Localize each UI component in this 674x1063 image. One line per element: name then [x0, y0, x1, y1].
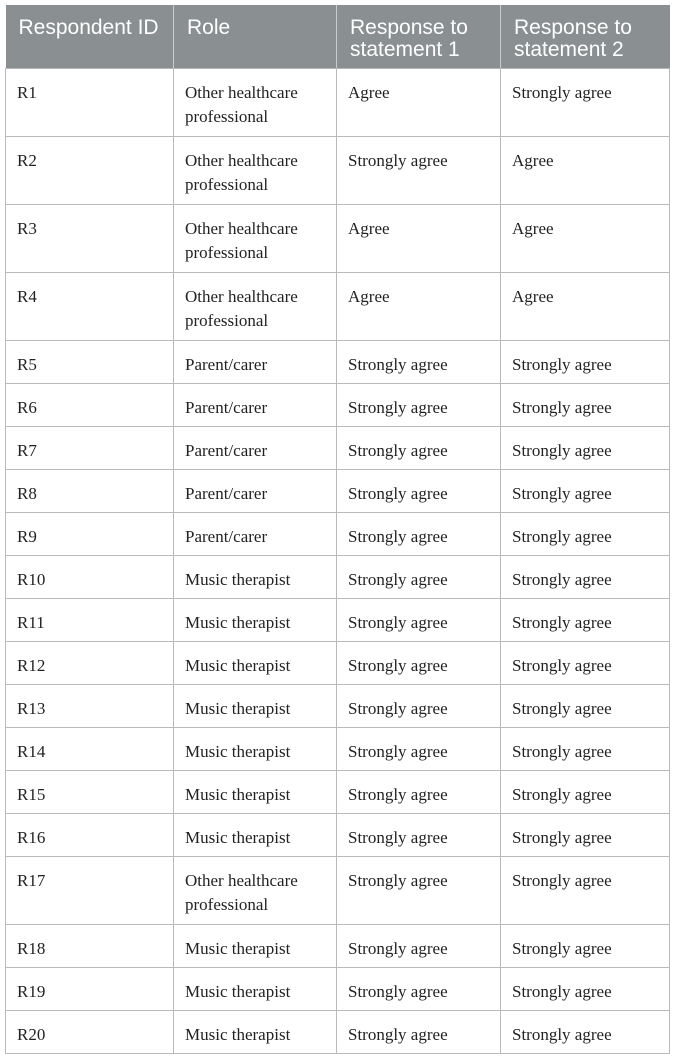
cell-respondent-id: R11: [6, 599, 174, 642]
cell-response-1: Strongly agree: [337, 1011, 501, 1054]
cell-response-1: Agree: [337, 69, 501, 137]
cell-response-1: Strongly agree: [337, 556, 501, 599]
cell-respondent-id: R17: [6, 857, 174, 925]
header-row: [6, 5, 670, 69]
table-row: [6, 925, 670, 968]
cell-role: Music therapist: [174, 968, 337, 1011]
cell-response-2: Strongly agree: [501, 556, 670, 599]
cell-respondent-id: R15: [6, 771, 174, 814]
cell-role: Music therapist: [174, 642, 337, 685]
table-row: [6, 968, 670, 1011]
table-row: [6, 205, 670, 273]
cell-response-2: Strongly agree: [501, 341, 670, 384]
cell-response-2: Agree: [501, 137, 670, 205]
cell-response-2: Strongly agree: [501, 1011, 670, 1054]
cell-response-2: Strongly agree: [501, 384, 670, 427]
respondent-table-container: [5, 5, 669, 1054]
cell-role: Music therapist: [174, 599, 337, 642]
cell-response-1: Strongly agree: [337, 341, 501, 384]
cell-response-2: Strongly agree: [501, 685, 670, 728]
cell-respondent-id: R13: [6, 685, 174, 728]
cell-response-1: Agree: [337, 273, 501, 341]
cell-role: Music therapist: [174, 556, 337, 599]
cell-response-2: Strongly agree: [501, 599, 670, 642]
cell-response-2: Strongly agree: [501, 814, 670, 857]
cell-role: Other healthcare professional: [174, 205, 337, 273]
cell-role: Parent/carer: [174, 427, 337, 470]
cell-response-1: Strongly agree: [337, 384, 501, 427]
header-role: Role: [174, 5, 337, 69]
table-row: [6, 556, 670, 599]
table-row: [6, 470, 670, 513]
cell-response-1: Strongly agree: [337, 925, 501, 968]
cell-respondent-id: R8: [6, 470, 174, 513]
cell-response-1: Strongly agree: [337, 728, 501, 771]
cell-role: Music therapist: [174, 1011, 337, 1054]
cell-role: Other healthcare professional: [174, 69, 337, 137]
cell-respondent-id: R19: [6, 968, 174, 1011]
table-row: [6, 69, 670, 137]
cell-role: Other healthcare professional: [174, 857, 337, 925]
cell-response-1: Strongly agree: [337, 470, 501, 513]
cell-respondent-id: R14: [6, 728, 174, 771]
cell-response-2: Strongly agree: [501, 642, 670, 685]
cell-role: Parent/carer: [174, 384, 337, 427]
header-response-statement-2: Response to statement 2: [501, 5, 670, 69]
cell-response-2: Strongly agree: [501, 728, 670, 771]
table-row: [6, 1011, 670, 1054]
cell-response-1: Strongly agree: [337, 685, 501, 728]
table-row: [6, 814, 670, 857]
cell-response-1: Agree: [337, 205, 501, 273]
cell-role: Music therapist: [174, 685, 337, 728]
cell-response-1: Strongly agree: [337, 513, 501, 556]
cell-role: Music therapist: [174, 728, 337, 771]
table-row: [6, 685, 670, 728]
table-row: [6, 771, 670, 814]
table-row: [6, 728, 670, 771]
cell-response-2: Agree: [501, 273, 670, 341]
table-row: [6, 599, 670, 642]
cell-response-1: Strongly agree: [337, 642, 501, 685]
table-header: [6, 5, 670, 69]
cell-response-1: Strongly agree: [337, 968, 501, 1011]
cell-respondent-id: R18: [6, 925, 174, 968]
cell-response-2: Strongly agree: [501, 69, 670, 137]
cell-respondent-id: R1: [6, 69, 174, 137]
cell-respondent-id: R9: [6, 513, 174, 556]
cell-role: Parent/carer: [174, 470, 337, 513]
cell-respondent-id: R10: [6, 556, 174, 599]
cell-response-2: Strongly agree: [501, 925, 670, 968]
cell-respondent-id: R6: [6, 384, 174, 427]
header-response-statement-1: Response to statement 1: [337, 5, 501, 69]
cell-response-1: Strongly agree: [337, 599, 501, 642]
cell-role: Other healthcare professional: [174, 137, 337, 205]
cell-response-2: Strongly agree: [501, 968, 670, 1011]
respondent-responses-table: [5, 5, 670, 1054]
cell-role: Music therapist: [174, 814, 337, 857]
cell-respondent-id: R4: [6, 273, 174, 341]
cell-response-2: Agree: [501, 205, 670, 273]
cell-respondent-id: R5: [6, 341, 174, 384]
cell-role: Parent/carer: [174, 341, 337, 384]
table-row: [6, 427, 670, 470]
cell-role: Music therapist: [174, 771, 337, 814]
cell-respondent-id: R7: [6, 427, 174, 470]
table-row: [6, 857, 670, 925]
cell-respondent-id: R3: [6, 205, 174, 273]
cell-respondent-id: R12: [6, 642, 174, 685]
table-row: [6, 341, 670, 384]
table-row: [6, 137, 670, 205]
cell-respondent-id: R16: [6, 814, 174, 857]
cell-response-2: Strongly agree: [501, 771, 670, 814]
table-row: [6, 642, 670, 685]
table-row: [6, 513, 670, 556]
table-row: [6, 384, 670, 427]
cell-role: Music therapist: [174, 925, 337, 968]
cell-respondent-id: R2: [6, 137, 174, 205]
cell-response-2: Strongly agree: [501, 513, 670, 556]
table-row: [6, 273, 670, 341]
cell-response-1: Strongly agree: [337, 137, 501, 205]
cell-response-1: Strongly agree: [337, 771, 501, 814]
cell-role: Parent/carer: [174, 513, 337, 556]
cell-response-1: Strongly agree: [337, 814, 501, 857]
cell-response-1: Strongly agree: [337, 857, 501, 925]
header-respondent-id: Respondent ID: [6, 5, 174, 69]
table-body: [6, 69, 670, 1054]
cell-response-1: Strongly agree: [337, 427, 501, 470]
cell-response-2: Strongly agree: [501, 857, 670, 925]
cell-response-2: Strongly agree: [501, 470, 670, 513]
cell-response-2: Strongly agree: [501, 427, 670, 470]
cell-respondent-id: R20: [6, 1011, 174, 1054]
cell-role: Other healthcare professional: [174, 273, 337, 341]
